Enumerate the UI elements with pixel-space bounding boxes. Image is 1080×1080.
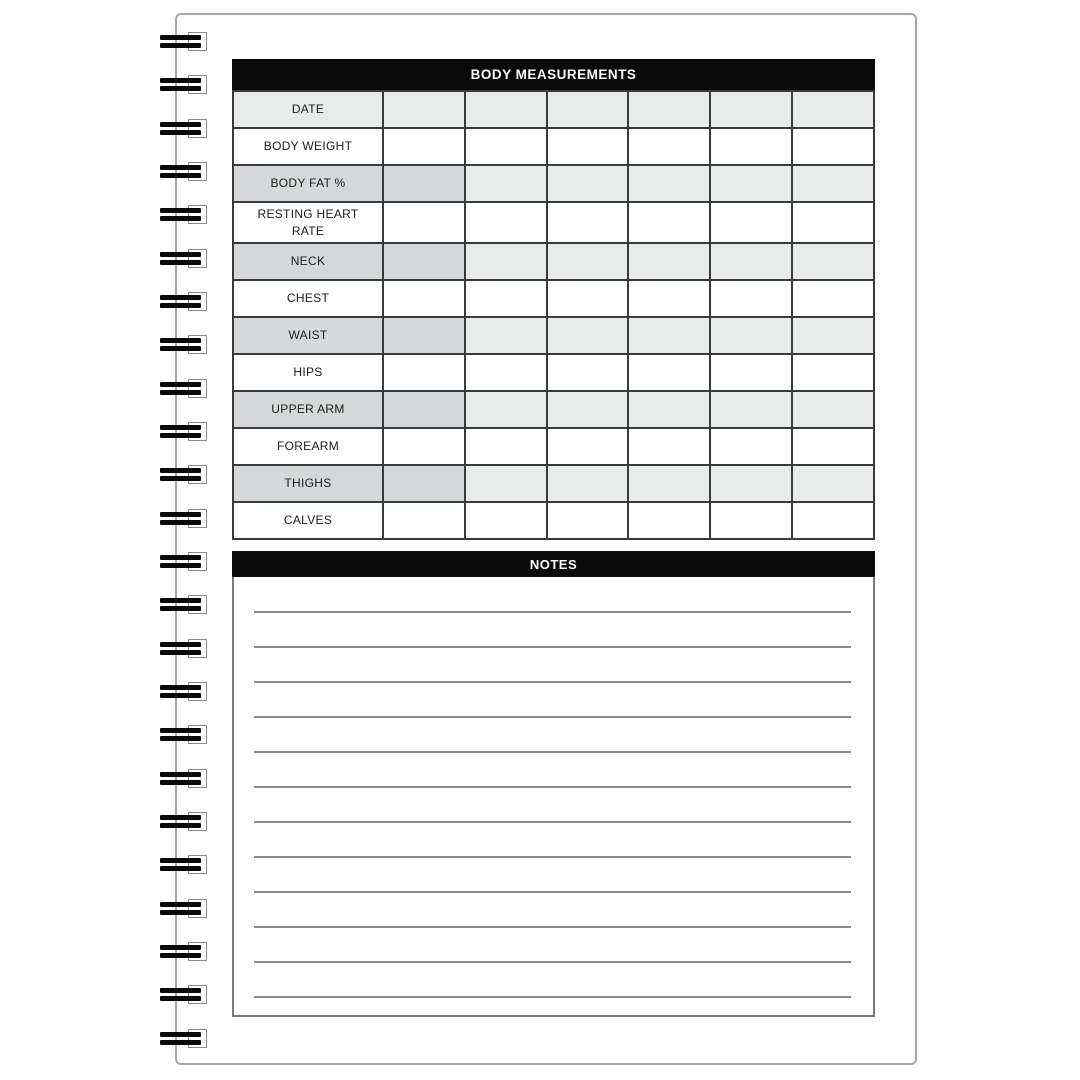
entry-cell [710, 202, 792, 243]
entry-cell [710, 428, 792, 465]
entry-cell [628, 502, 710, 539]
binder-ring [160, 295, 208, 308]
ring-wire [160, 815, 201, 820]
entry-cell [383, 243, 465, 280]
entry-cell [792, 91, 874, 128]
ring-wire [160, 902, 201, 907]
entry-cell [547, 165, 629, 202]
ring-wire [160, 165, 201, 170]
ring-wire [160, 685, 201, 690]
body-measurements-section [232, 59, 875, 540]
ring-wire [160, 953, 201, 958]
notes-lines [234, 577, 873, 1015]
body-measurements-table [232, 90, 875, 540]
ring-wire [160, 650, 201, 655]
note-line [254, 646, 851, 648]
entry-cell [792, 280, 874, 317]
entry-cell [465, 317, 547, 354]
row-label: BODY FAT % [233, 165, 383, 202]
entry-cell [383, 202, 465, 243]
entry-cell [465, 91, 547, 128]
ring-wire [160, 433, 201, 438]
ring-wire [160, 130, 201, 135]
note-line [254, 786, 851, 788]
table-row [233, 243, 874, 280]
ring-wire [160, 346, 201, 351]
row-label: CALVES [233, 502, 383, 539]
entry-cell [383, 91, 465, 128]
entry-cell [710, 243, 792, 280]
entry-cell [792, 128, 874, 165]
entry-cell [792, 428, 874, 465]
body-measurements-header [232, 59, 875, 90]
note-line [254, 751, 851, 753]
table-row [233, 465, 874, 502]
ring-wire [160, 468, 201, 473]
notes-section [232, 551, 875, 1017]
entry-cell [792, 243, 874, 280]
ring-wire [160, 295, 201, 300]
entry-cell [792, 165, 874, 202]
binder-ring [160, 35, 208, 48]
entry-cell [628, 391, 710, 428]
ring-wire [160, 208, 201, 213]
entry-cell [547, 243, 629, 280]
ring-wire [160, 252, 201, 257]
ring-wire [160, 606, 201, 611]
entry-cell [547, 280, 629, 317]
ring-wire [160, 476, 201, 481]
entry-cell [383, 165, 465, 202]
entry-cell [465, 202, 547, 243]
note-line [254, 891, 851, 893]
table-row [233, 165, 874, 202]
ring-wire [160, 35, 201, 40]
binder-ring [160, 945, 208, 958]
note-line [254, 926, 851, 928]
ring-wire [160, 642, 201, 647]
entry-cell [628, 428, 710, 465]
entry-cell [628, 354, 710, 391]
binder-ring [160, 772, 208, 785]
note-line [254, 856, 851, 858]
binder-ring [160, 642, 208, 655]
ring-wire [160, 1040, 201, 1045]
note-line [254, 821, 851, 823]
ring-wire [160, 866, 201, 871]
entry-cell [792, 354, 874, 391]
ring-wire [160, 1032, 201, 1037]
binder-ring [160, 252, 208, 265]
ring-wire [160, 996, 201, 1001]
ring-wire [160, 86, 201, 91]
row-label: RESTING HEART RATE [233, 202, 383, 243]
entry-cell [628, 128, 710, 165]
entry-cell [383, 391, 465, 428]
notes-header [232, 551, 875, 577]
binder-ring [160, 728, 208, 741]
entry-cell [710, 128, 792, 165]
row-label: NECK [233, 243, 383, 280]
entry-cell [465, 502, 547, 539]
note-line [254, 716, 851, 718]
table-row [233, 280, 874, 317]
row-label: BODY WEIGHT [233, 128, 383, 165]
entry-cell [383, 502, 465, 539]
ring-wire [160, 122, 201, 127]
entry-cell [792, 502, 874, 539]
binder-ring [160, 815, 208, 828]
entry-cell [628, 165, 710, 202]
ring-wire [160, 260, 201, 265]
entry-cell [383, 354, 465, 391]
binder-ring [160, 512, 208, 525]
entry-cell [383, 128, 465, 165]
entry-cell [547, 128, 629, 165]
entry-cell [628, 317, 710, 354]
ring-wire [160, 910, 201, 915]
table-row [233, 428, 874, 465]
ring-wire [160, 173, 201, 178]
entry-cell [628, 202, 710, 243]
entry-cell [465, 280, 547, 317]
entry-cell [710, 317, 792, 354]
entry-cell [547, 465, 629, 502]
entry-cell [710, 354, 792, 391]
row-label: THIGHS [233, 465, 383, 502]
entry-cell [547, 354, 629, 391]
entry-cell [383, 280, 465, 317]
row-label: HIPS [233, 354, 383, 391]
binder-ring [160, 598, 208, 611]
binder-ring [160, 165, 208, 178]
binder-ring [160, 122, 208, 135]
entry-cell [547, 391, 629, 428]
table-row [233, 502, 874, 539]
table-row [233, 391, 874, 428]
binder-ring [160, 338, 208, 351]
ring-wire [160, 988, 201, 993]
notes-title: NOTES [529, 556, 578, 572]
entry-cell [383, 428, 465, 465]
ring-wire [160, 43, 201, 48]
ring-wire [160, 772, 201, 777]
row-label: DATE [233, 91, 383, 128]
ring-wire [160, 563, 201, 568]
ring-wire [160, 338, 201, 343]
entry-cell [710, 502, 792, 539]
note-line [254, 681, 851, 683]
entry-cell [465, 243, 547, 280]
binder-ring [160, 685, 208, 698]
note-line [254, 961, 851, 963]
ring-wire [160, 780, 201, 785]
row-label: FOREARM [233, 428, 383, 465]
row-label: WAIST [233, 317, 383, 354]
binder-ring [160, 902, 208, 915]
ring-wire [160, 945, 201, 950]
entry-cell [465, 428, 547, 465]
entry-cell [465, 391, 547, 428]
table-row [233, 128, 874, 165]
entry-cell [547, 202, 629, 243]
ring-wire [160, 728, 201, 733]
entry-cell [628, 280, 710, 317]
ring-wire [160, 512, 201, 517]
binder-ring [160, 468, 208, 481]
ring-wire [160, 382, 201, 387]
binder-ring [160, 1032, 208, 1045]
entry-cell [628, 465, 710, 502]
entry-cell [792, 391, 874, 428]
spiral-binding [160, 0, 210, 1080]
entry-cell [383, 465, 465, 502]
row-label: CHEST [233, 280, 383, 317]
table-row [233, 91, 874, 128]
ring-wire [160, 598, 201, 603]
entry-cell [628, 243, 710, 280]
entry-cell [547, 317, 629, 354]
ring-wire [160, 736, 201, 741]
entry-cell [710, 91, 792, 128]
table-row [233, 354, 874, 391]
entry-cell [465, 128, 547, 165]
entry-cell [547, 428, 629, 465]
entry-cell [710, 465, 792, 502]
binder-ring [160, 988, 208, 1001]
entry-cell [547, 502, 629, 539]
ring-wire [160, 303, 201, 308]
ring-wire [160, 520, 201, 525]
ring-wire [160, 693, 201, 698]
binder-ring [160, 382, 208, 395]
entry-cell [383, 317, 465, 354]
entry-cell [547, 91, 629, 128]
ring-wire [160, 425, 201, 430]
entry-cell [628, 91, 710, 128]
ring-wire [160, 858, 201, 863]
ring-wire [160, 216, 201, 221]
entry-cell [710, 165, 792, 202]
table-row [233, 202, 874, 243]
body-measurements-title: BODY MEASUREMENTS [470, 67, 637, 82]
ring-wire [160, 390, 201, 395]
entry-cell [792, 317, 874, 354]
binder-ring [160, 555, 208, 568]
entry-cell [792, 465, 874, 502]
binder-ring [160, 78, 208, 91]
binder-ring [160, 208, 208, 221]
entry-cell [792, 202, 874, 243]
note-line [254, 611, 851, 613]
entry-cell [465, 354, 547, 391]
entry-cell [710, 391, 792, 428]
ring-wire [160, 78, 201, 83]
row-label: UPPER ARM [233, 391, 383, 428]
binder-ring [160, 425, 208, 438]
entry-cell [465, 165, 547, 202]
ring-wire [160, 823, 201, 828]
note-line [254, 996, 851, 998]
binder-ring [160, 858, 208, 871]
table-row [233, 317, 874, 354]
entry-cell [710, 280, 792, 317]
ring-wire [160, 555, 201, 560]
entry-cell [465, 465, 547, 502]
